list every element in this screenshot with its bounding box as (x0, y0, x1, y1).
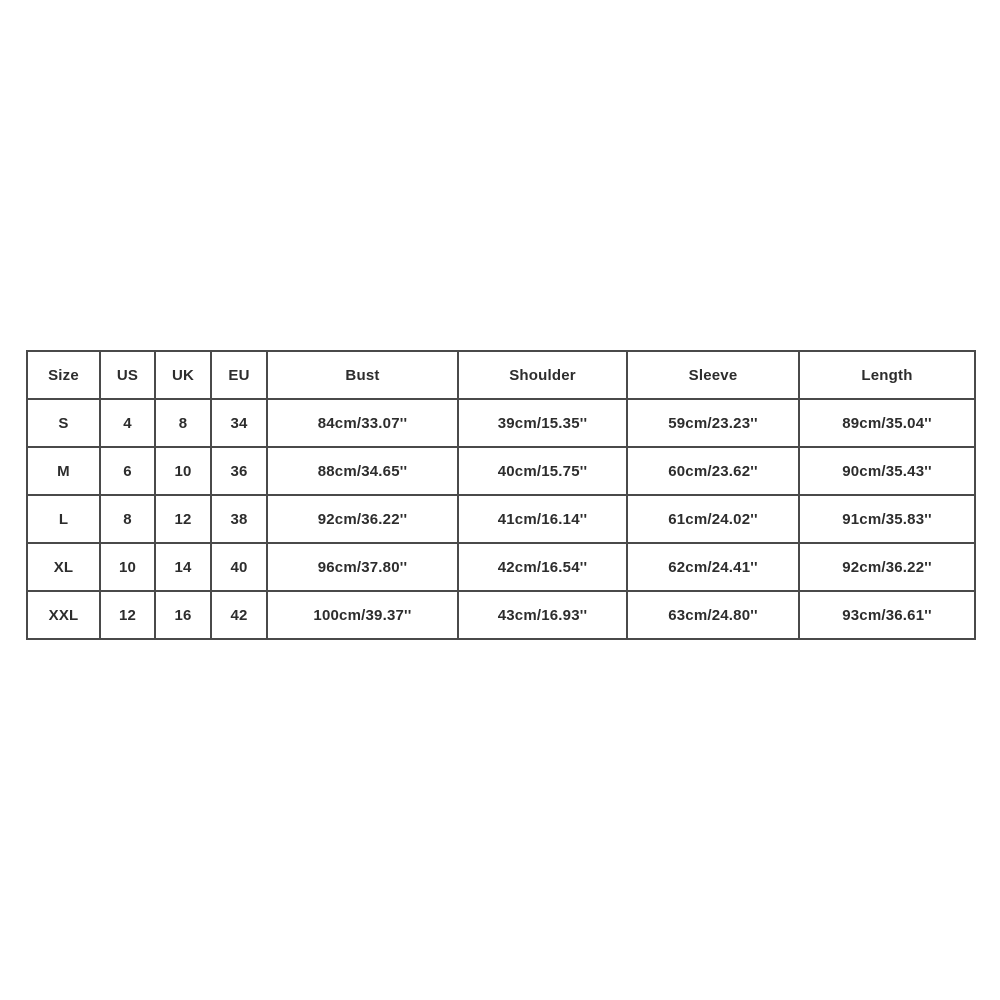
table-cell: 41cm/16.14'' (458, 495, 627, 543)
table-cell: L (27, 495, 100, 543)
table-cell: 92cm/36.22'' (799, 543, 975, 591)
size-chart-header (27, 351, 975, 399)
table-cell: 88cm/34.65'' (267, 447, 458, 495)
table-cell: S (27, 399, 100, 447)
table-row-xl (27, 543, 975, 591)
table-cell: XXL (27, 591, 100, 639)
table-cell: 10 (155, 447, 211, 495)
table-cell: 16 (155, 591, 211, 639)
table-cell: 60cm/23.62'' (627, 447, 799, 495)
table-cell: 8 (100, 495, 155, 543)
table-cell: 100cm/39.37'' (267, 591, 458, 639)
table-cell: 84cm/33.07'' (267, 399, 458, 447)
column-header-eu: EU (211, 351, 267, 399)
table-cell: 6 (100, 447, 155, 495)
table-cell: 34 (211, 399, 267, 447)
table-row-s (27, 399, 975, 447)
table-cell: 59cm/23.23'' (627, 399, 799, 447)
column-header-size: Size (27, 351, 100, 399)
table-cell: 12 (155, 495, 211, 543)
table-cell: 90cm/35.43'' (799, 447, 975, 495)
table-row-xxl (27, 591, 975, 639)
column-header-sleeve: Sleeve (627, 351, 799, 399)
table-cell: 89cm/35.04'' (799, 399, 975, 447)
table-cell: 43cm/16.93'' (458, 591, 627, 639)
table-cell: M (27, 447, 100, 495)
table-cell: 8 (155, 399, 211, 447)
column-header-uk: UK (155, 351, 211, 399)
table-cell: 91cm/35.83'' (799, 495, 975, 543)
table-cell: 38 (211, 495, 267, 543)
column-header-bust: Bust (267, 351, 458, 399)
table-row-l (27, 495, 975, 543)
table-cell: 40cm/15.75'' (458, 447, 627, 495)
table-cell: 39cm/15.35'' (458, 399, 627, 447)
size-chart-table (26, 350, 976, 640)
table-cell: 40 (211, 543, 267, 591)
table-cell: 4 (100, 399, 155, 447)
size-chart-body (27, 399, 975, 639)
table-cell: 63cm/24.80'' (627, 591, 799, 639)
table-cell: 93cm/36.61'' (799, 591, 975, 639)
table-cell: 62cm/24.41'' (627, 543, 799, 591)
table-cell: 12 (100, 591, 155, 639)
column-header-us: US (100, 351, 155, 399)
table-cell: 61cm/24.02'' (627, 495, 799, 543)
table-row-m (27, 447, 975, 495)
column-header-length: Length (799, 351, 975, 399)
table-cell: 42cm/16.54'' (458, 543, 627, 591)
column-header-shoulder: Shoulder (458, 351, 627, 399)
table-cell: 36 (211, 447, 267, 495)
table-cell: 14 (155, 543, 211, 591)
table-cell: 92cm/36.22'' (267, 495, 458, 543)
table-cell: 10 (100, 543, 155, 591)
table-cell: 42 (211, 591, 267, 639)
table-cell: 96cm/37.80'' (267, 543, 458, 591)
table-cell: XL (27, 543, 100, 591)
header-row (27, 351, 975, 399)
